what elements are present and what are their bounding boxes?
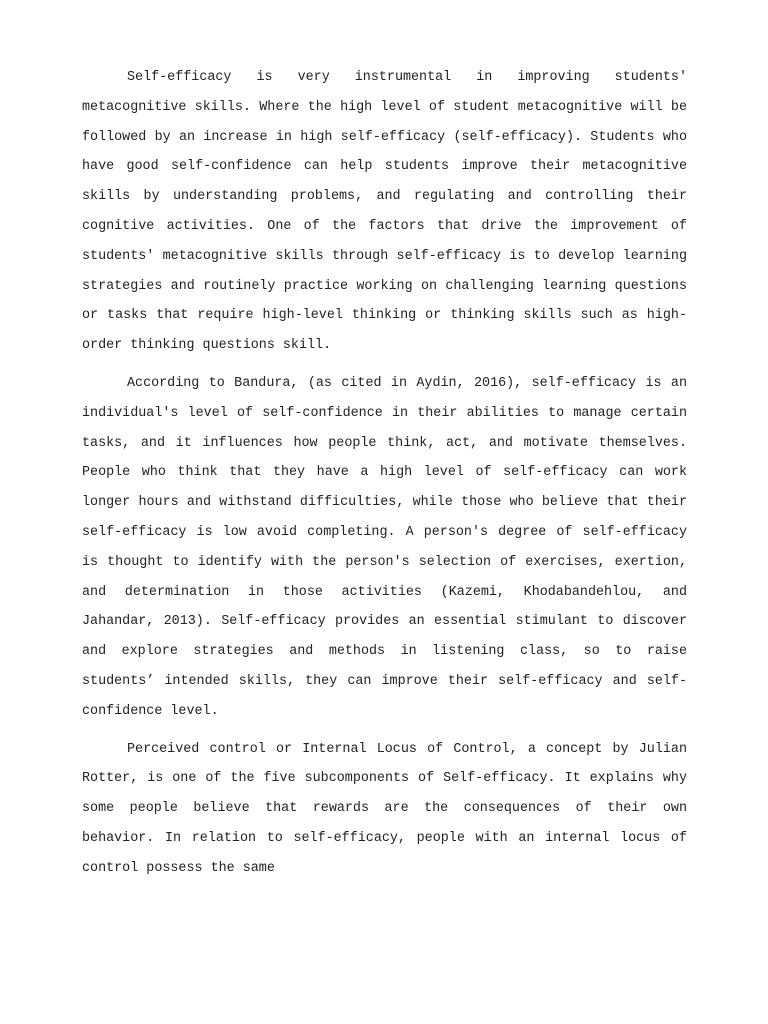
paragraph-locus-of-control: Perceived control or Internal Locus of Control, a concept by Julian Rotter, is one of the five subcomponents of Self-efficacy. It explains why some people believe that rewards are the consequences of their own behavior. In relation to self-efficacy, people with an internal locus of control possess the same: [82, 741, 687, 876]
document-body: [82, 63, 687, 892]
paragraph-self-efficacy-metacognition: Self-efficacy is very instrumental in improving students' metacognitive skills. Where the high level of student metacognitive will be followed by an increase in high self-efficacy (self-efficacy). Students who have good self-confidence can help students improve their metacognitive skills by understanding problems, and regulating and controlling their cognitive activities. One of the factors that drive the improvement of students' metacognitive skills through self-efficacy is to develop learning strategies and routinely practice working on challenging learning questions or tasks that require high-level thinking or thinking skills such as high-order thinking questions skill.: [82, 70, 687, 354]
paragraph-bandura-definition: According to Bandura, (as cited in Aydin, 2016), self-efficacy is an individual's level of self-confidence in their abilities to manage certain tasks, and it influences how people think, act, and motivate themselves. People who think that they have a high level of self-efficacy can work longer hours and withstand difficulties, while those who believe that their self-efficacy is low avoid completing. A person's degree of self-efficacy is thought to identify with the person's selection of exercises, exertion, and determination in those activities (Kazemi, Khodabandehlou, and Jahandar, 2013). Self-efficacy provides an essential stimulant to discover and explore strategies and methods in listening class, so to raise students’ intended skills, they can improve their self-efficacy and self-confidence level.: [82, 375, 687, 719]
